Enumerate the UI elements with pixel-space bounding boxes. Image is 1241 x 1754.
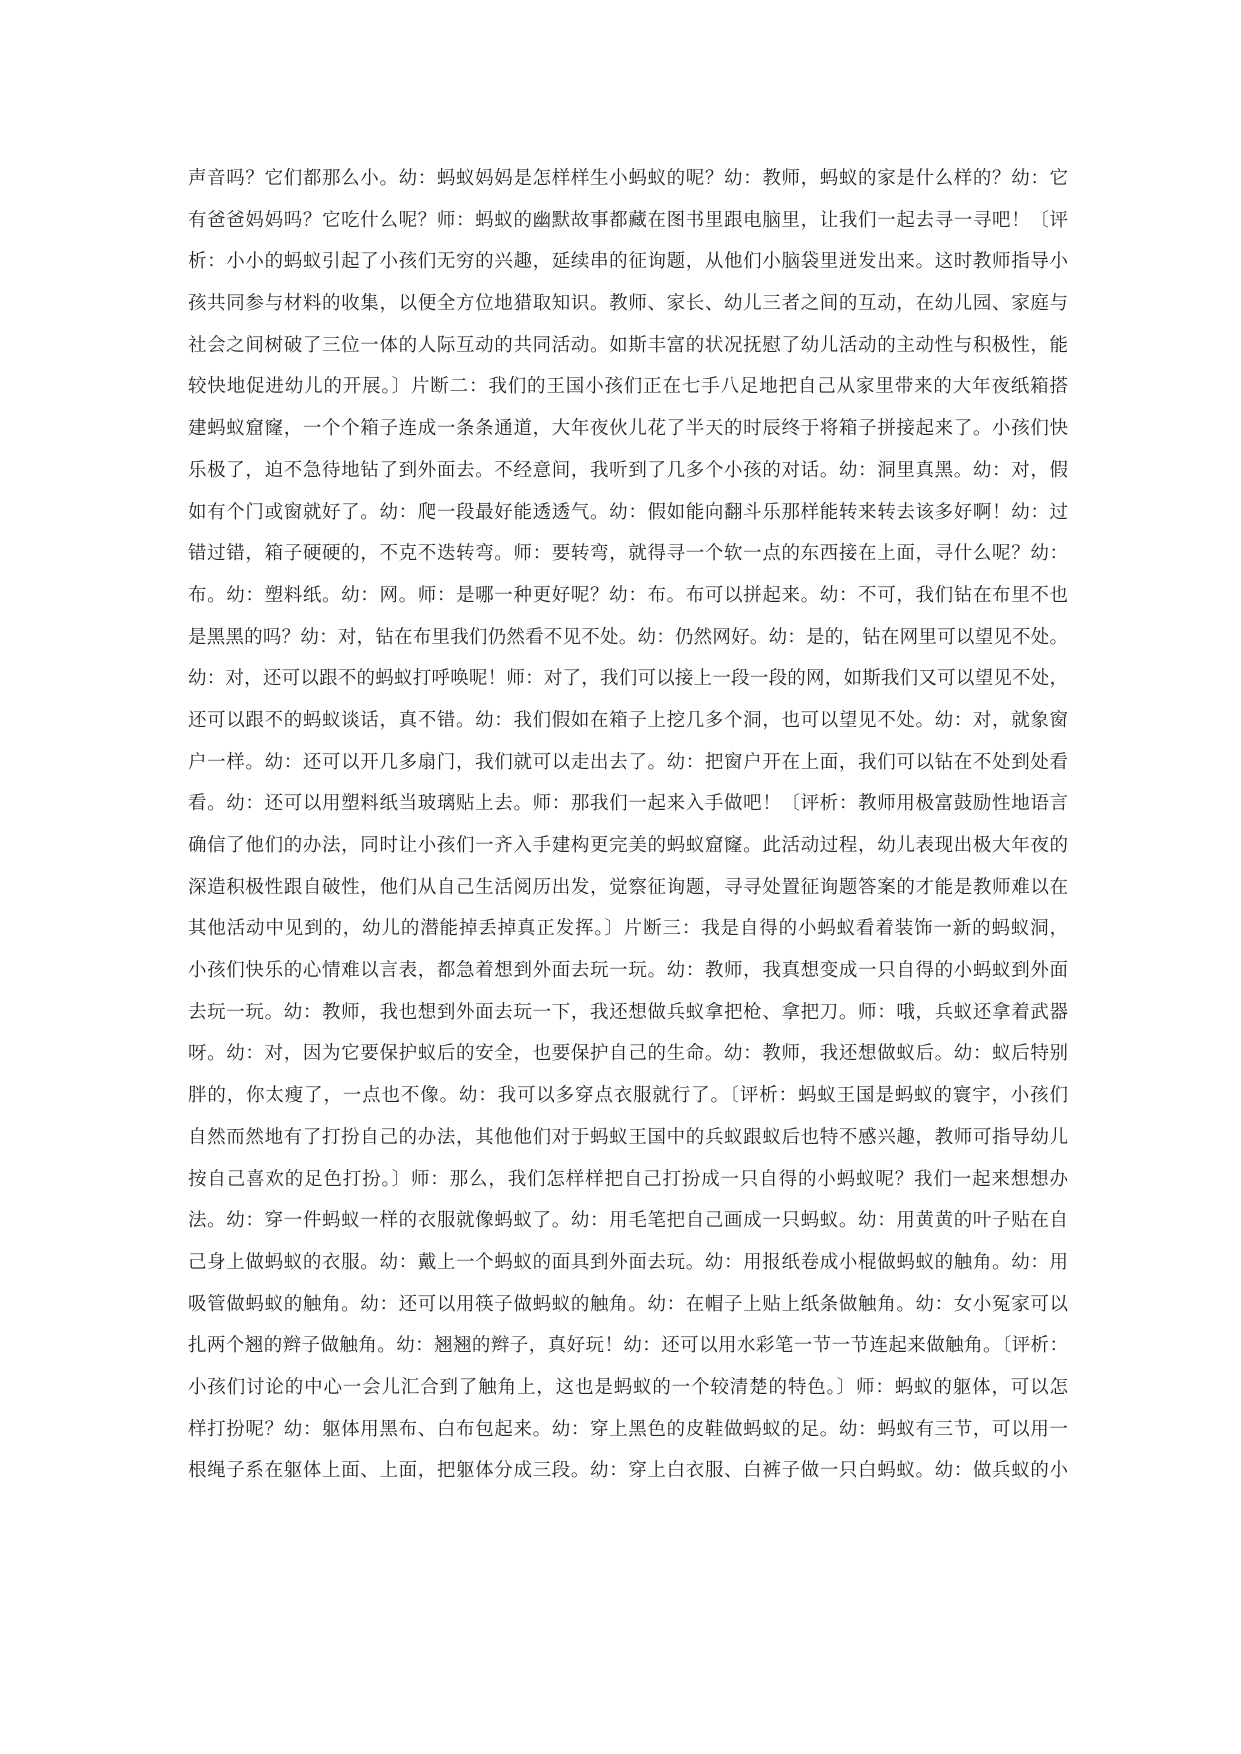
text-line: 胖的，你太瘦了，一点也不像。幼：我可以多穿点衣服就行了。〔评析：蚂蚁王国是蚂蚁的寰宇，小孩们	[188, 1085, 1068, 1107]
text-line: 看。幼：还可以用塑料纸当玻璃贴上去。师：那我们一起来入手做吧！〔评析：教师用极富鼓励性地语言	[188, 793, 1068, 815]
text-line: 声音吗？它们都那么小。幼：蚂蚁妈妈是怎样样生小蚂蚁的呢？幼：教师，蚂蚁的家是什么样的？幼：它	[188, 168, 1068, 189]
text-line: 错过错，箱子硬硬的，不克不迭转弯。师：要转弯，就得寻一个软一点的东西接在上面，寻什么呢？幼：	[188, 543, 1068, 565]
text-line: 如有个门或窗就好了。幼：爬一段最好能透透气。幼：假如能向翻斗乐那样能转来转去该多好啊！幼：过	[188, 501, 1068, 523]
text-line: 法。幼：穿一件蚂蚁一样的衣服就像蚂蚁了。幼：用毛笔把自己画成一只蚂蚁。幼：用黄黄的叶子贴在自	[188, 1210, 1068, 1232]
text-line: 较快地促进幼儿的开展。〕片断二：我们的王国小孩们正在七手八足地把自己从家里带来的大年夜纸箱搭	[188, 376, 1068, 398]
text-line: 根绳子系在躯体上面、上面，把躯体分成三段。幼：穿上白衣服、白裤子做一只白蚂蚁。幼：做兵蚁的小	[188, 1460, 1068, 1482]
body-text	[188, 158, 1068, 1492]
text-line: 社会之间树破了三位一体的人际互动的共同活动。如斯丰富的状况抚慰了幼儿活动的主动性与积极性，能	[188, 334, 1068, 356]
text-line: 布。幼：塑料纸。幼：网。师：是哪一种更好呢？幼：布。布可以拼起来。幼：不可，我们钻在布里不也	[188, 584, 1068, 606]
text-line: 是黑黑的吗？幼：对，钻在布里我们仍然看不见不处。幼：仍然网好。幼：是的，钻在网里可以望见不处。	[188, 626, 1068, 648]
text-line: 还可以跟不的蚂蚁谈话，真不错。幼：我们假如在箱子上挖几多个洞，也可以望见不处。幼：对，就象窗	[188, 709, 1068, 731]
text-line: 呀。幼：对，因为它要保护蚁后的安全，也要保护自己的生命。幼：教师，我还想做蚁后。幼：蚁后特别	[188, 1043, 1068, 1065]
text-line: 吸管做蚂蚁的触角。幼：还可以用筷子做蚂蚁的触角。幼：在帽子上贴上纸条做触角。幼：女小冤家可以	[188, 1293, 1068, 1315]
text-line: 其他活动中见到的，幼儿的潜能掉丢掉真正发挥。〕片断三：我是自得的小蚂蚁看着装饰一新的蚂蚁洞，	[188, 918, 1068, 940]
text-line: 自然而然地有了打扮自己的办法，其他他们对于蚂蚁王国中的兵蚁跟蚁后也特不感兴趣，教师可指导幼儿	[188, 1126, 1068, 1148]
text-line: 孩共同参与材料的收集，以便全方位地猎取知识。教师、家长、幼儿三者之间的互动，在幼儿园、家庭与	[188, 293, 1068, 315]
text-line: 小孩们快乐的心情难以言表，都急着想到外面去玩一玩。幼：教师，我真想变成一只自得的小蚂蚁到外面	[188, 960, 1068, 982]
text-line: 幼：对，还可以跟不的蚂蚁打呼唤呢！师：对了，我们可以接上一段一段的网，如斯我们又可以望见不处，	[188, 668, 1068, 690]
text-line: 小孩们讨论的中心一会儿汇合到了触角上，这也是蚂蚁的一个较清楚的特色。〕师：蚂蚁的躯体，可以怎	[188, 1376, 1068, 1398]
text-line: 乐极了，迫不急待地钻了到外面去。不经意间，我听到了几多个小孩的对话。幼：洞里真黑。幼：对，假	[188, 459, 1068, 481]
text-line: 样打扮呢？幼：躯体用黑布、白布包起来。幼：穿上黑色的皮鞋做蚂蚁的足。幼：蚂蚁有三节，可以用一	[188, 1418, 1068, 1440]
text-line: 扎两个翘的辫子做触角。幼：翘翘的辫子，真好玩！幼：还可以用水彩笔一节一节连起来做触角。〔评析：	[188, 1335, 1068, 1357]
text-line: 建蚂蚁窟窿，一个个箱子连成一条条通道，大年夜伙儿花了半天的时辰终于将箱子拼接起来了。小孩们快	[188, 418, 1068, 440]
text-line: 深造积极性跟自破性，他们从自己生活阅历出发，觉察征询题，寻寻处置征询题答案的才能是教师难以在	[188, 876, 1068, 898]
text-line: 户一样。幼：还可以开几多扇门，我们就可以走出去了。幼：把窗户开在上面，我们可以钻在不处到处看	[188, 751, 1068, 773]
text-line: 去玩一玩。幼：教师，我也想到外面去玩一下，我还想做兵蚁拿把枪、拿把刀。师：哦，兵蚁还拿着武器	[188, 1001, 1068, 1023]
text-line: 己身上做蚂蚁的衣服。幼：戴上一个蚂蚁的面具到外面去玩。幼：用报纸卷成小棍做蚂蚁的触角。幼：用	[188, 1251, 1068, 1273]
text-line: 析：小小的蚂蚁引起了小孩们无穷的兴趣，延续串的征询题，从他们小脑袋里迸发出来。这时教师指导小	[188, 251, 1068, 273]
text-line: 按自己喜欢的足色打扮。〕师：那么，我们怎样样把自己打扮成一只自得的小蚂蚁呢？我们一起来想想办	[188, 1168, 1068, 1190]
text-line: 确信了他们的办法，同时让小孩们一齐入手建构更完美的蚂蚁窟窿。此活动过程，幼儿表现出极大年夜的	[188, 835, 1068, 856]
text-line: 有爸爸妈妈吗？它吃什么呢？师：蚂蚁的幽默故事都藏在图书里跟电脑里，让我们一起去寻一寻吧！〔评	[188, 209, 1068, 231]
